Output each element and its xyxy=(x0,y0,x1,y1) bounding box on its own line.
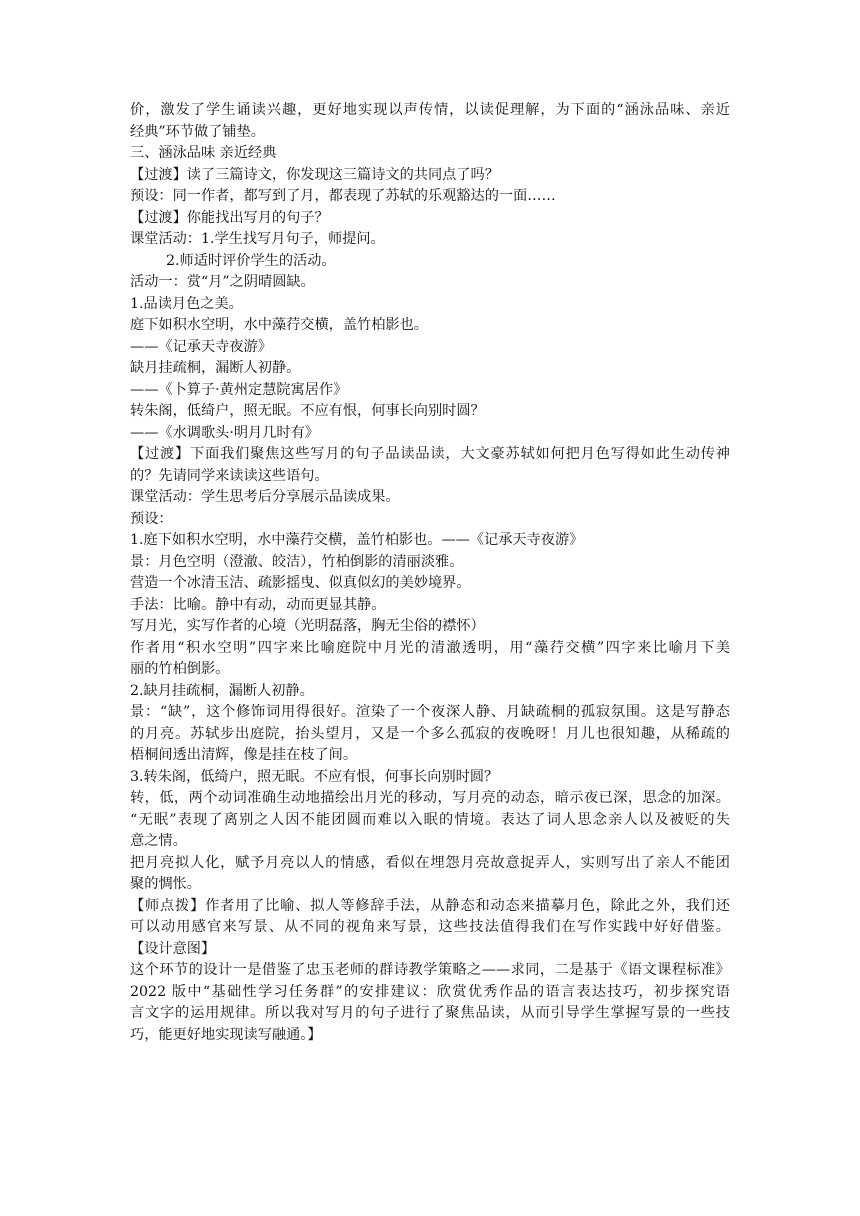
text-line: 预设：同一作者，都写到了月，都表现了苏轼的乐观豁达的一面…… xyxy=(130,188,556,204)
text-line: 景：“缺”，这个修饰词用得很好。渲染了一个夜深人静、月缺疏桐的孤寂氛围。这是写静态 xyxy=(130,704,730,720)
text-line: 1.庭下如积水空明，水中藻荇交横，盖竹柏影也。——《记承天寺夜游》 xyxy=(130,532,584,548)
text-line: 庭下如积水空明，水中藻荇交横，盖竹柏影也。 xyxy=(130,317,428,333)
document-page xyxy=(130,100,730,1046)
text-line: 3.转朱阁，低绮户，照无眠。不应有恨，何事长向别时圆？ xyxy=(130,768,499,785)
text-line: 可以动用感官来写景、从不同的视角来写景，这些技法值得我们在写作实践中好好借鉴。 xyxy=(130,919,730,935)
text-line: ——《卜算子·黄州定慧院寓居作》 xyxy=(130,381,348,398)
text-line: 把月亮拟人化，赋予月亮以人的情感，看似在埋怨月亮故意捉弄人，实则写出了亲人不能团 xyxy=(130,854,730,871)
text-line: 转，低，两个动词准确生动地描绘出月光的移动，写月亮的动态，暗示夜已深，思念的加深。 xyxy=(130,790,730,806)
text-line: 【过渡】读了三篇诗文，你发现这三篇诗文的共同点了吗？ xyxy=(130,166,499,183)
text-line: 三、涵泳品味 亲近经典 xyxy=(130,145,277,161)
text-line: 写月光，实写作者的心境（光明磊落，胸无尘俗的襟怀） xyxy=(130,618,485,634)
text-line: 课堂活动：1.学生找写月句子，师提问。 xyxy=(130,231,385,247)
text-line: ——《水调歌头·明月几时有》 xyxy=(130,424,319,441)
text-line: ——《记承天寺夜游》 xyxy=(130,338,272,355)
text-line: 课堂活动：学生思考后分享展示品读成果。 xyxy=(130,489,400,505)
text-line: 【过渡】你能找出写月的句子？ xyxy=(130,209,329,226)
text-line: 2.师适时评价学生的活动。 xyxy=(166,252,336,269)
text-line: 转朱阁，低绮户，照无眠。不应有恨，何事长向别时圆？ xyxy=(130,403,485,419)
text-line: 预设： xyxy=(130,510,173,527)
text-line: 【师点拨】作者用了比喻、拟人等修辞手法，从静态和动态来描摹月色，除此之外，我们还 xyxy=(130,897,730,914)
text-line: 景：月色空明（澄澈、皎洁），竹柏倒影的清丽淡雅。 xyxy=(130,553,464,570)
text-line: 手法：比喻。静中有动，动而更显其静。 xyxy=(130,596,386,613)
text-line: 营造一个冰清玉洁、疏影摇曳、似真似幻的美妙境界。 xyxy=(130,575,471,591)
text-line: 言文字的运用规律。所以我对写月的句子进行了聚焦品读，从而引导学生掌握写景的一些技 xyxy=(130,1005,730,1021)
text-line: 作者用“积水空明”四字来比喻庭院中月光的清澈透明，用“藻荇交横”四字来比喻月下美 xyxy=(130,639,730,656)
text-line: 聚的惆怅。 xyxy=(130,876,201,892)
text-line: 1.品读月色之美。 xyxy=(130,295,243,312)
text-line: 价，激发了学生诵读兴趣，更好地实现以声传情，以读促理解，为下面的“涵泳品味、亲近 xyxy=(130,102,730,118)
text-line: 经典”环节做了铺垫。 xyxy=(130,123,265,140)
text-line: 缺月挂疏桐，漏断人初静。 xyxy=(130,360,301,376)
text-line: 【设计意图】 xyxy=(130,940,216,957)
text-line: 的？先请同学来读读这些语句。 xyxy=(130,467,329,484)
text-line: 【过渡】下面我们聚焦这些写月的句子品读品读，大文豪苏轼如何把月色写得如此生动传神 xyxy=(130,446,730,462)
text-line: 巧，能更好地实现读写融通。】 xyxy=(130,1026,322,1043)
text-line: 意之情。 xyxy=(130,833,187,849)
text-line: 2.缺月挂疏桐，漏断人初静。 xyxy=(130,682,314,699)
text-line: 活动一：赏“月”之阴晴圆缺。 xyxy=(130,274,315,290)
text-line: 的月亮。苏轼步出庭院，抬头望月，又是一个多么孤寂的夜晚呀！月儿也很知趣，从稀疏的 xyxy=(130,725,730,742)
text-line: 2022 版中“基础性学习任务群”的安排建议：欣赏优秀作品的语言表达技巧，初步探究语 xyxy=(130,983,730,1000)
text-line: 丽的竹柏倒影。 xyxy=(130,661,230,677)
text-line: 这个环节的设计一是借鉴了忠玉老师的群诗教学策略之——求同，二是基于《语文课程标准》 xyxy=(130,962,730,978)
text-line: 梧桐间透出清辉，像是挂在枝了间。 xyxy=(130,747,358,763)
text-line: “无眠”表现了离别之人因不能团圆而难以入眠的情境。表达了词人思念亲人以及被贬的失 xyxy=(130,811,730,828)
